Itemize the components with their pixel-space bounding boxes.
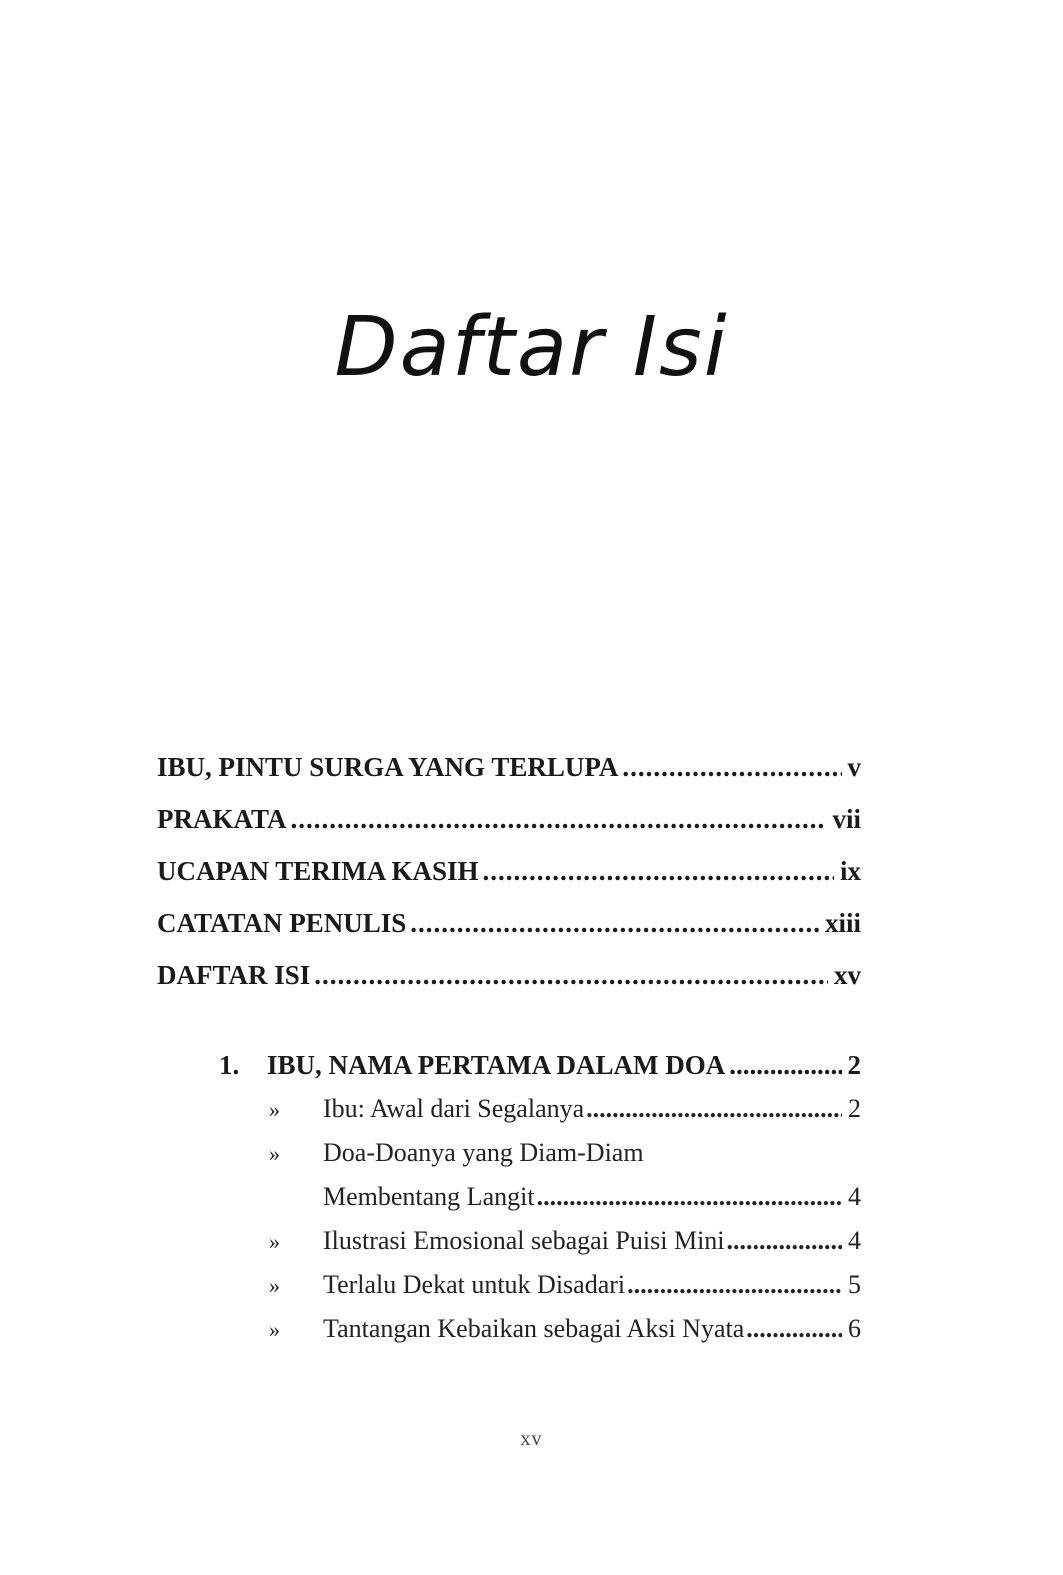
toc-entry-page: xv — [834, 960, 861, 990]
front-matter-list — [157, 752, 861, 1012]
section-entry[interactable] — [219, 1094, 861, 1138]
toc-entry-page: vii — [832, 804, 861, 834]
bullet-icon: » — [269, 1097, 280, 1122]
chapter-page: 2 — [847, 1050, 861, 1080]
page-title: Daftar Isi — [334, 300, 729, 395]
section-title: Tantangan Kebaikan sebagai Aksi Nyata — [323, 1314, 745, 1343]
toc-entry-title: UCAPAN TERIMA KASIH — [157, 856, 479, 886]
toc-entry-title: IBU, PINTU SURGA YANG TERLUPA — [157, 752, 619, 782]
dot-leader — [586, 1094, 842, 1124]
toc-entry[interactable] — [157, 752, 861, 804]
dot-leader — [729, 1050, 841, 1081]
bullet-icon: » — [269, 1273, 280, 1298]
chapter-title: IBU, NAMA PERTAMA DALAM DOA — [267, 1050, 726, 1080]
section-entry[interactable] — [219, 1314, 861, 1358]
toc-entry-page: xiii — [824, 908, 861, 938]
chapter-heading[interactable] — [219, 1050, 861, 1094]
dot-leader — [627, 1270, 842, 1300]
toc-entry-page: ix — [839, 856, 861, 886]
toc-entry[interactable] — [157, 960, 861, 1012]
section-title: Terlalu Dekat untuk Disadari — [323, 1270, 626, 1299]
dot-leader — [622, 752, 841, 783]
section-entry-continuation[interactable] — [219, 1182, 861, 1226]
section-page: 4 — [848, 1226, 861, 1255]
dot-leader — [746, 1314, 842, 1344]
section-title: Ilustrasi Emosional sebagai Puisi Mini — [323, 1226, 725, 1255]
toc-entry[interactable] — [157, 804, 861, 856]
section-title-continued: Membentang Langit — [323, 1182, 535, 1211]
toc-entry-page: v — [847, 752, 861, 782]
section-title: Ibu: Awal dari Segalanya — [323, 1094, 585, 1123]
section-entry[interactable] — [219, 1138, 861, 1182]
section-page: 2 — [848, 1094, 861, 1123]
section-entry[interactable] — [219, 1270, 861, 1314]
bullet-icon: » — [269, 1317, 280, 1342]
section-page: 6 — [848, 1314, 861, 1343]
dot-leader — [727, 1226, 842, 1256]
bullet-icon: » — [269, 1141, 280, 1166]
dot-leader — [537, 1182, 842, 1212]
toc-entry[interactable] — [157, 908, 861, 960]
section-page: 4 — [848, 1182, 861, 1211]
page-number: xv — [520, 1428, 543, 1450]
chapter-number: 1. — [219, 1050, 240, 1080]
bullet-icon: » — [269, 1229, 280, 1254]
toc-entry-title: PRAKATA — [157, 804, 287, 834]
section-title: Doa-Doanya yang Diam-Diam — [323, 1138, 644, 1167]
chapter-block — [219, 1050, 861, 1358]
toc-entry-title: CATATAN PENULIS — [157, 908, 407, 938]
section-page: 5 — [848, 1270, 861, 1299]
dot-leader — [410, 908, 819, 939]
toc-entry-title: DAFTAR ISI — [157, 960, 311, 990]
dot-leader — [291, 804, 827, 835]
section-entry[interactable] — [219, 1226, 861, 1270]
toc-entry[interactable] — [157, 856, 861, 908]
dot-leader — [314, 960, 828, 991]
dot-leader — [483, 856, 834, 887]
